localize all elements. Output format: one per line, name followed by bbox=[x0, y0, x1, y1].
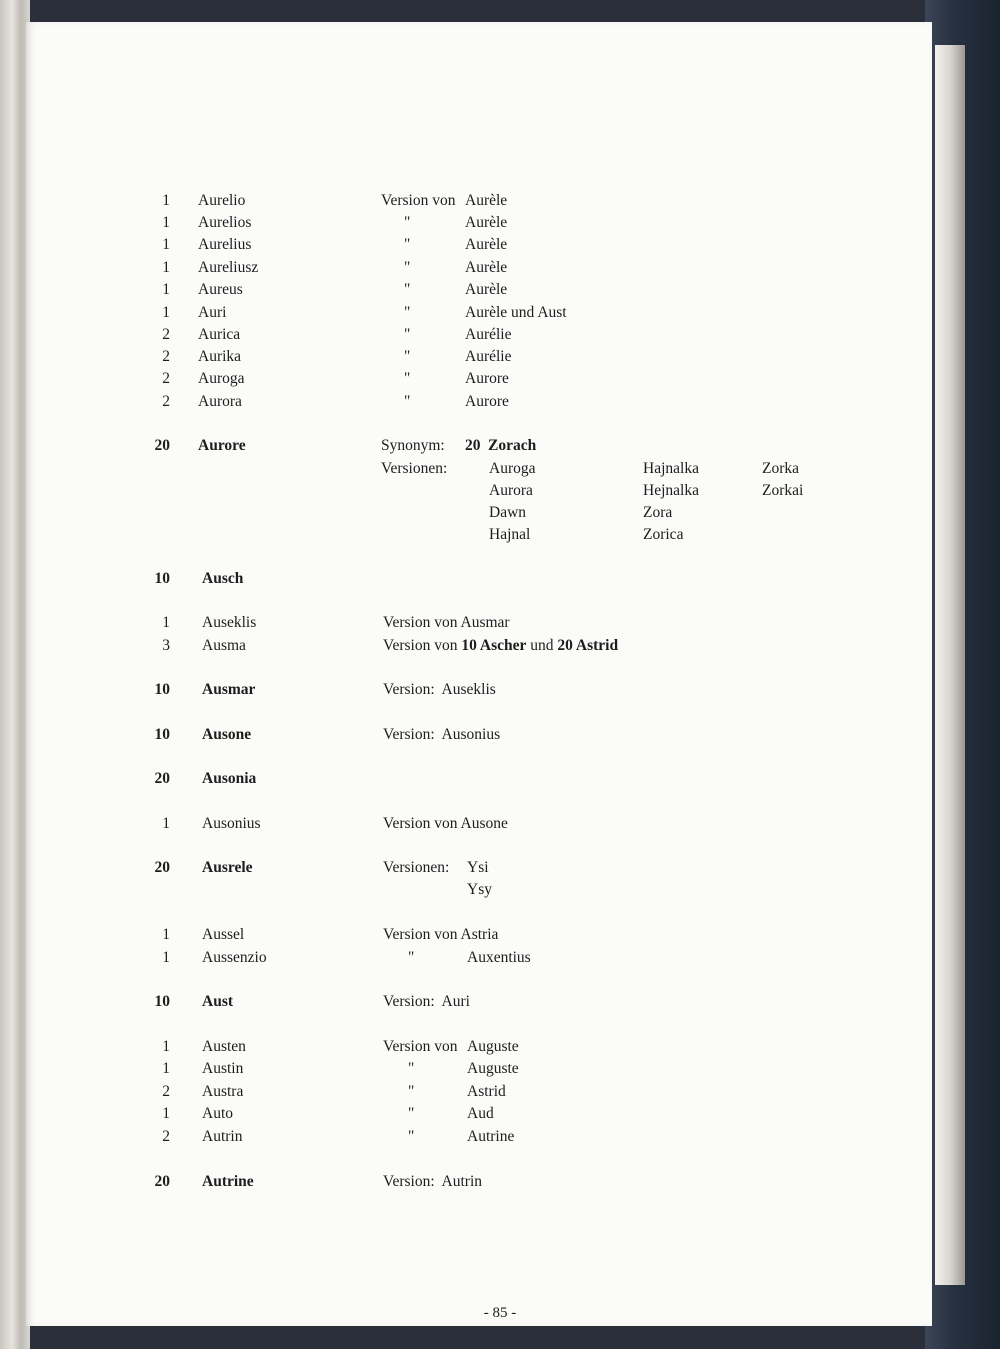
entry-name: Auto bbox=[202, 1105, 233, 1122]
version-item: Zorkai bbox=[762, 482, 804, 499]
entry-name: Auroga bbox=[198, 370, 245, 387]
entry-number: 2 bbox=[162, 1128, 170, 1145]
entry-name: Ausrele bbox=[202, 859, 253, 876]
entry-reference: Auguste bbox=[467, 1038, 519, 1055]
entry-number: 1 bbox=[162, 281, 170, 298]
version-item: Zorica bbox=[643, 526, 684, 543]
versions-label: Versionen: bbox=[381, 460, 448, 477]
version-item: Ysi bbox=[467, 859, 489, 876]
entry-reference: Aurèle bbox=[465, 192, 508, 209]
entry-reference: Aud bbox=[467, 1105, 494, 1122]
entry-name: Ausonia bbox=[202, 770, 257, 787]
entry-number: 2 bbox=[162, 348, 170, 365]
entry-number: 20 bbox=[154, 859, 170, 876]
versions-label: Versionen: bbox=[383, 859, 450, 876]
entry-reference: Aurèle bbox=[465, 214, 508, 231]
entry-name: Ausonius bbox=[202, 815, 261, 832]
entry-reference: Aurore bbox=[465, 393, 509, 410]
entry-reference: Aurèle und Aust bbox=[465, 304, 567, 321]
version-item: Zorka bbox=[762, 460, 800, 477]
entry-number: 1 bbox=[162, 815, 170, 832]
entry-number: 20 bbox=[154, 1173, 170, 1190]
entry-number: 2 bbox=[162, 370, 170, 387]
entry-reference: Autrine bbox=[467, 1128, 515, 1145]
entry-number: 20 bbox=[154, 770, 170, 787]
synonym-number: 20 bbox=[465, 437, 481, 454]
entry-name: Ausch bbox=[202, 570, 244, 587]
entry-number: 1 bbox=[162, 1060, 170, 1077]
entry-name: Ausma bbox=[202, 637, 246, 654]
entry-reference: Aurèle bbox=[465, 281, 508, 298]
entry-number: 10 bbox=[154, 681, 170, 698]
page-edges bbox=[935, 45, 965, 1285]
entry-number: 10 bbox=[154, 993, 170, 1010]
entry-number: 1 bbox=[162, 1038, 170, 1055]
entry-name: Ausmar bbox=[202, 681, 256, 698]
entry-number: 1 bbox=[162, 214, 170, 231]
entry-number: 1 bbox=[162, 304, 170, 321]
entry-reference: Aurèle bbox=[465, 259, 508, 276]
entry-relation: " bbox=[408, 1128, 415, 1145]
version-item: Aurora bbox=[489, 482, 533, 499]
entry-number: 1 bbox=[162, 259, 170, 276]
entry-name: Austra bbox=[202, 1083, 244, 1100]
entry-number: 2 bbox=[162, 393, 170, 410]
version-item: Hajnal bbox=[489, 526, 531, 543]
entry-relation: " bbox=[404, 348, 411, 365]
entry-reference: Astrid bbox=[467, 1083, 506, 1100]
version-item: Hejnalka bbox=[643, 482, 699, 499]
entry-name: Aureus bbox=[198, 281, 243, 298]
entry-name: Ausone bbox=[202, 726, 252, 743]
entry-name: Aureliusz bbox=[198, 259, 259, 276]
entry-name: Autrine bbox=[202, 1173, 254, 1190]
entry-relation: " bbox=[404, 326, 411, 343]
entry-number: 1 bbox=[162, 236, 170, 253]
entry-version: Version: Auri bbox=[383, 993, 470, 1010]
entry-version bbox=[383, 637, 618, 655]
version-conjunction: und bbox=[530, 637, 554, 654]
entry-name: Aurika bbox=[198, 348, 242, 365]
entry-number: 1 bbox=[162, 614, 170, 631]
synonym-label: Synonym: bbox=[381, 437, 445, 454]
entry-name: Austin bbox=[202, 1060, 244, 1077]
entry-name: Aurelio bbox=[198, 192, 246, 209]
entry-name: Aurelius bbox=[198, 236, 252, 253]
entry-name: Aurica bbox=[198, 326, 241, 343]
entry-name: Auseklis bbox=[202, 614, 257, 631]
version-item: Auroga bbox=[489, 460, 536, 477]
entry-version: Version: Autrin bbox=[383, 1173, 483, 1190]
entry-version: Version von Ausone bbox=[383, 815, 508, 832]
entry-relation: " bbox=[404, 393, 411, 410]
entry-reference: Aurélie bbox=[465, 326, 512, 343]
entry-reference: Aurèle bbox=[465, 236, 508, 253]
entry-number: 2 bbox=[162, 1083, 170, 1100]
entry-number: 1 bbox=[162, 192, 170, 209]
entry-name: Aust bbox=[202, 993, 234, 1010]
entry-relation: " bbox=[404, 236, 411, 253]
entry-relation: " bbox=[404, 370, 411, 387]
entry-name: Aurore bbox=[198, 437, 246, 454]
entry-number: 10 bbox=[154, 726, 170, 743]
entry-relation: " bbox=[408, 1105, 415, 1122]
entry-name: Aurelios bbox=[198, 214, 252, 231]
entry-number: 10 bbox=[154, 570, 170, 587]
entry-version: Version: Auseklis bbox=[383, 681, 496, 698]
entry-name: Autrin bbox=[202, 1128, 243, 1145]
entry-relation: " bbox=[408, 1060, 415, 1077]
entry-relation: " bbox=[408, 1083, 415, 1100]
entry-relation: Version von bbox=[383, 1038, 458, 1055]
entry-relation: Version von bbox=[381, 192, 456, 209]
entry-name: Austen bbox=[202, 1038, 246, 1055]
entry-name: Aussenzio bbox=[202, 949, 267, 966]
version-ref-1: 10 Ascher bbox=[461, 637, 527, 654]
entry-relation: " bbox=[408, 949, 415, 966]
entry-version: Version von Astria bbox=[383, 926, 499, 943]
version-item: Dawn bbox=[489, 504, 527, 521]
entry-reference: Aurore bbox=[465, 370, 509, 387]
entry-number: 1 bbox=[162, 926, 170, 943]
entry-name: Auri bbox=[198, 304, 227, 321]
version-prefix: Version von bbox=[383, 637, 458, 654]
version-ref-2: 20 Astrid bbox=[557, 637, 619, 654]
entry-version: Version: Ausonius bbox=[383, 726, 501, 743]
entry-reference: Auguste bbox=[467, 1060, 519, 1077]
entry-name: Aussel bbox=[202, 926, 245, 943]
page-number: - 85 - bbox=[483, 1305, 517, 1321]
entry-name: Aurora bbox=[198, 393, 242, 410]
entry-number: 1 bbox=[162, 1105, 170, 1122]
version-item: Hajnalka bbox=[643, 460, 699, 477]
version-item: Ysy bbox=[467, 881, 492, 898]
entry-relation: " bbox=[404, 214, 411, 231]
entry-relation: " bbox=[404, 281, 411, 298]
entry-number: 1 bbox=[162, 949, 170, 966]
entry-relation: " bbox=[404, 259, 411, 276]
entry-relation: " bbox=[404, 304, 411, 321]
entry-reference: Auxentius bbox=[467, 949, 531, 966]
version-item: Zora bbox=[643, 504, 673, 521]
entry-number: 20 bbox=[154, 437, 170, 454]
entry-number: 3 bbox=[162, 637, 170, 654]
synonym-name: Zorach bbox=[488, 437, 537, 454]
entry-version: Version von Ausmar bbox=[383, 614, 510, 631]
entry-reference: Aurélie bbox=[465, 348, 512, 365]
entry-number: 2 bbox=[162, 326, 170, 343]
